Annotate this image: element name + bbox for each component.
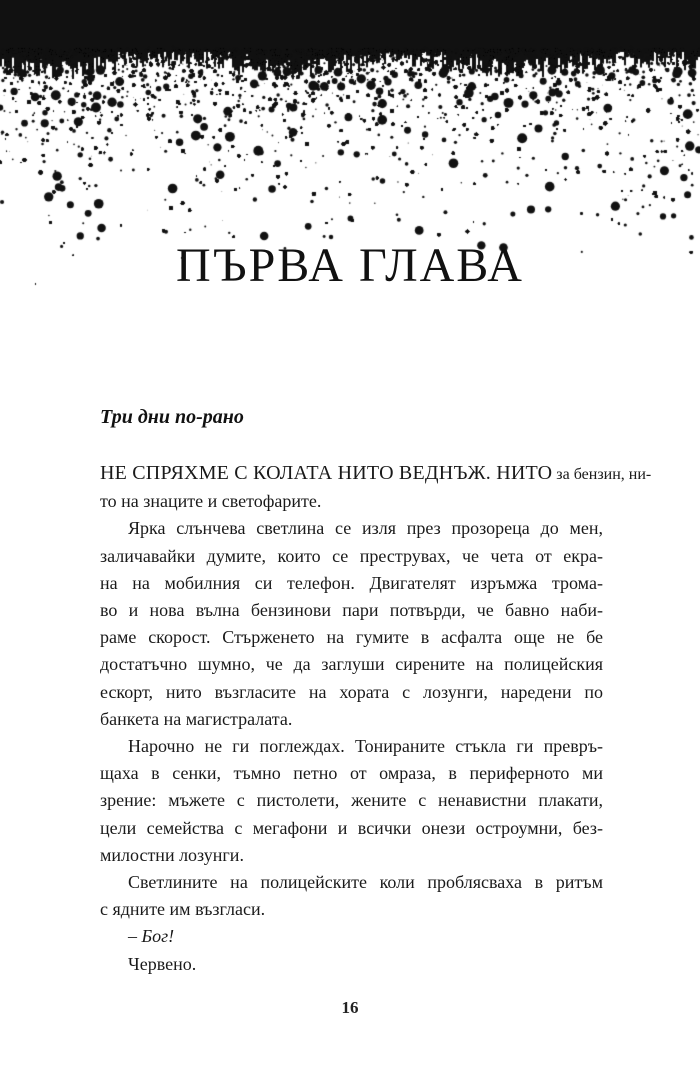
text-line: цели семейства с мегафони и всички онези остроумни, без-	[100, 817, 603, 838]
dialogue-line	[100, 923, 603, 950]
paragraph-2	[100, 515, 603, 733]
text-line: милостни лозунги.	[100, 844, 244, 865]
text-line: банкета на магистралата.	[100, 708, 293, 729]
text-line: во и нова вълна бензинови пари потвърди, че бавно наби-	[100, 600, 603, 621]
text-line: Червено.	[128, 953, 197, 974]
text-line: раме скорост. Стърженето на гумите в асфалта още не бе	[100, 627, 603, 648]
page-number: 16	[341, 998, 359, 1017]
text-line: то на знаците и светофарите.	[100, 491, 322, 512]
text-line	[100, 460, 652, 488]
text-line: Ярка слънчева светлина се изля през прозореца до мен,	[128, 518, 603, 539]
dialogue-dash: –	[128, 926, 142, 947]
paragraph-3	[100, 733, 603, 869]
paragraph-4	[100, 869, 603, 923]
text-line: достатъчно шумно, че да заглуши сирените на полицейския	[100, 654, 603, 675]
dialogue-paragraph	[100, 923, 603, 950]
text-line: Нарочно не ги поглеждах. Тонираните стъкла ги превръ-	[128, 736, 603, 757]
body-text	[100, 460, 652, 978]
text-line: с ядните им възгласи.	[100, 899, 266, 920]
text-line: заличавайки думите, които се преструвах, че чета от екра-	[100, 545, 603, 566]
text-line: щаха в сенки, тъмно петно от омраза, в периферното ми	[100, 763, 603, 784]
section-heading: Три дни по-рано	[100, 406, 244, 428]
text-line: ескорт, нито възгласите на хората с лозунги, наредени по	[100, 681, 603, 702]
dialogue-text: Бог!	[141, 926, 175, 947]
lead-rest: за бензин, ни-	[552, 466, 652, 483]
text-line: на на мобилния си телефон. Двигателят изръмжа тромa-	[100, 572, 603, 593]
closing-paragraph	[100, 951, 603, 978]
chapter-title: ПЪРВА ГЛАВА	[176, 239, 524, 292]
text-line: зрение: мъжете с пистолети, жените с ненавистни плакати,	[100, 790, 603, 811]
paragraph-1	[100, 460, 652, 515]
text-line: Светлините на полицейските коли проблясваха в ритъм	[128, 872, 603, 893]
lead-small-caps: НЕ СПРЯХМЕ С КОЛАТА НИТО ВЕДНЪЖ. НИТО	[100, 462, 553, 484]
